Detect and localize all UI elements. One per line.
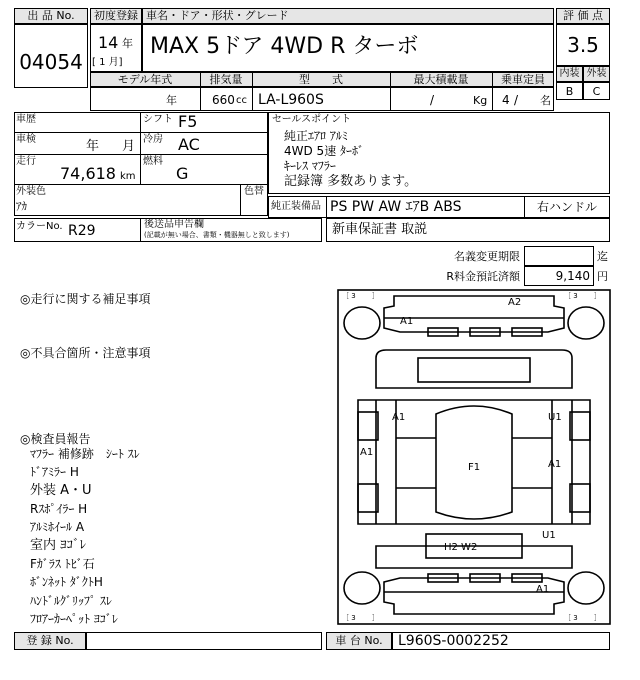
damage-mark: A1 xyxy=(536,584,550,595)
first-reg-label: 初度登録 xyxy=(94,9,138,22)
first-reg-year-unit: 年 xyxy=(122,37,133,50)
chassis-label: 車 台 No. xyxy=(335,634,383,647)
damage-mark: A1 xyxy=(392,412,406,423)
damage-mark: U1 xyxy=(542,530,556,541)
damage-diagram xyxy=(336,288,612,626)
corner-label-tr: ［ 3 ］ xyxy=(564,292,601,300)
inspector-label: ◎検査員報告 xyxy=(20,432,91,446)
inspector-line: Rｽﾎﾟｲﾗｰ H xyxy=(30,502,88,516)
sales-point-line: ｷｰﾚｽ ﾏﾌﾗｰ xyxy=(284,159,336,173)
corner-label-bl: ［ 3 ］ xyxy=(342,614,379,622)
inspector-line: Fｶﾞﾗｽ ﾄﾋﾞ石 xyxy=(30,557,95,571)
name-change-label: 名義変更期限 xyxy=(454,250,520,263)
inspection-label: 車検 xyxy=(16,134,36,145)
wheel-bottom-left xyxy=(344,572,380,604)
exterior-label: 外装 xyxy=(586,68,607,79)
ac-value: AC xyxy=(178,135,200,154)
reg-label: 登 録 No. xyxy=(26,634,74,647)
model-code-label: 型 式 xyxy=(299,73,343,86)
inspector-line: ﾎﾞﾝﾈｯﾄ ﾀﾞｸﾄH xyxy=(30,575,103,589)
fuel-label: 燃料 xyxy=(143,156,163,167)
score-label: 評 価 点 xyxy=(563,9,603,22)
inspector-line: ﾄﾞｱﾐﾗｰ H xyxy=(30,465,79,479)
recycle-value: 9,140 xyxy=(555,269,590,283)
color-label: 外装色 xyxy=(16,186,46,197)
inspector-line: 外装 A・U xyxy=(30,483,92,498)
details-block xyxy=(14,112,268,216)
sales-point-line: 純正ｴｱﾛ ｱﾙﾐ xyxy=(284,129,348,143)
ac-label: 冷房 xyxy=(143,134,163,145)
shift-label: シフト xyxy=(143,114,173,125)
chassis-value: L960S-0002252 xyxy=(398,633,509,649)
driving-notes-label: ◎走行に関する補足事項 xyxy=(20,292,151,306)
wheel-top-right xyxy=(568,307,604,339)
docs-note: (記載が無い場合、書類・機器無しと致します) xyxy=(144,231,290,239)
color-no-label: カラーNo. xyxy=(16,221,63,232)
damage-mark: H2 W2 xyxy=(444,542,478,553)
defects-label: ◎不具合箇所・注意事項 xyxy=(20,346,151,360)
capacity-label: 乗車定員 xyxy=(501,73,545,86)
equipment-label: 純正装備品 xyxy=(271,201,321,212)
wheel-top-left xyxy=(344,307,380,339)
capacity-value: 4 xyxy=(502,93,510,107)
interior-grade: B xyxy=(565,85,574,98)
wheel-bottom-right xyxy=(568,572,604,604)
repaint-label: 色替 xyxy=(244,186,264,197)
mileage-label: 走行 xyxy=(16,156,36,167)
displacement-unit: cc xyxy=(236,95,247,106)
model-code: LA-L960S xyxy=(258,92,324,108)
capacity-sep: / xyxy=(514,93,519,107)
lot-number: 04054 xyxy=(19,50,83,74)
score-value: 3.5 xyxy=(567,33,599,57)
steering-value: 右ハンドル xyxy=(536,200,597,214)
name-change-box xyxy=(524,246,594,266)
mileage-value: 74,618 xyxy=(60,164,116,183)
car-name-label: 車名・ドア・形状・グレード xyxy=(146,9,289,22)
name-change-unit: 迄 xyxy=(597,250,608,263)
damage-mark: U1 xyxy=(548,412,562,423)
sales-points-label: セールスポイント xyxy=(272,114,352,125)
equipment-value: PS PW AW ｴｱB ABS xyxy=(330,199,462,215)
exterior-grade: C xyxy=(592,85,601,98)
corner-label-br: ［ 3 ］ xyxy=(564,614,601,622)
load-separator: / xyxy=(430,93,435,107)
model-year-unit: 年 xyxy=(166,94,177,107)
load-unit: Kg xyxy=(473,94,488,107)
car-name: MAX 5ドア 4WD R ターボ xyxy=(150,34,419,59)
mileage-unit: km xyxy=(120,171,136,182)
lot-label: 出 品 No. xyxy=(27,9,75,22)
inspector-line: ﾌﾛｱｰｶｰﾍﾟｯﾄ ﾖｺﾞﾚ xyxy=(30,612,118,626)
inspector-line: 室内 ﾖｺﾞﾚ xyxy=(30,538,87,553)
inspector-line: ｱﾙﾐﾎｲｰﾙ A xyxy=(30,520,85,534)
color-value: ｱｶ xyxy=(16,200,27,213)
inspection-year: 年 xyxy=(86,139,100,154)
inspector-line: ﾊﾝﾄﾞﾙｸﾞﾘｯﾌﾟ ｽﾚ xyxy=(30,594,112,608)
damage-mark: A1 xyxy=(400,316,414,327)
max-load-label: 最大積載量 xyxy=(413,73,469,86)
warranty-value: 新車保証書 取説 xyxy=(332,222,428,237)
damage-mark: F1 xyxy=(468,462,481,473)
corner-label-tl: ［ 3 ］ xyxy=(342,292,379,300)
color-no-value: R29 xyxy=(68,223,96,239)
recycle-label: R料金預託済額 xyxy=(446,270,520,283)
docs-label: 後送品申告欄 xyxy=(144,219,204,230)
damage-mark: A1 xyxy=(360,447,374,458)
model-year-label: モデル年式 xyxy=(117,73,173,86)
sales-point-line: 記録簿 多数あります。 xyxy=(284,174,418,189)
first-reg-year: 14 xyxy=(98,33,119,52)
history-label: 車歴 xyxy=(16,114,36,125)
shift-value: F5 xyxy=(178,112,198,131)
damage-mark: A2 xyxy=(508,297,522,308)
sales-point-line: 4WD 5速 ﾀｰﾎﾞ xyxy=(284,144,365,158)
inspection-month: 月 xyxy=(122,139,136,154)
displacement-value: 660 xyxy=(212,93,235,107)
displacement-label: 排気量 xyxy=(209,73,243,86)
recycle-unit: 円 xyxy=(597,270,608,283)
interior-label: 内装 xyxy=(559,68,580,79)
damage-mark: A1 xyxy=(548,459,562,470)
reg-value-cell xyxy=(86,632,322,650)
inspector-line: ﾏﾌﾗｰ 補修跡 ｼｰﾄ ｽﾚ xyxy=(30,447,140,461)
fuel-value: G xyxy=(176,164,189,183)
capacity-unit: 名 xyxy=(540,94,551,107)
first-reg-month: [ 1 月] xyxy=(92,57,123,68)
